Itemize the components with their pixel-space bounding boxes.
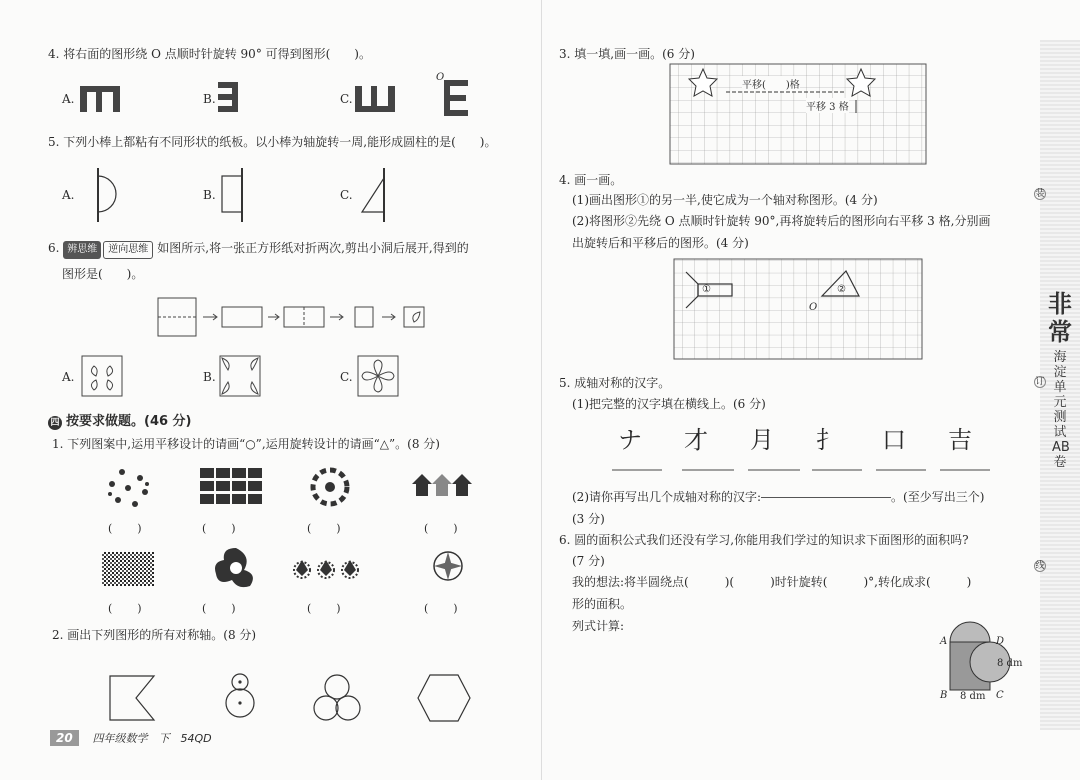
r-q5-half-5: 口: [882, 426, 906, 454]
r-q6-dim-bottom: 8 dm: [960, 691, 986, 702]
q4-option-a[interactable]: A.: [62, 92, 75, 106]
r-q6-label-a: A: [940, 636, 948, 647]
page-divider: [541, 0, 542, 780]
r-q6-figure: [0, 0, 1, 1]
s1-answer-3[interactable]: ( ): [307, 522, 342, 535]
r-q4-text: 4. 画一画。: [559, 173, 623, 187]
r-q5-half-6: 吉: [948, 426, 972, 454]
s1-answer-2[interactable]: ( ): [202, 522, 237, 535]
section-4-title: 四 按要求做题。(46 分): [48, 410, 192, 430]
r-q3-text: 3. 填一填,画一画。(6 分): [559, 47, 695, 61]
q5-option-a[interactable]: A.: [62, 188, 75, 202]
q4-option-c[interactable]: C.: [340, 92, 353, 106]
spine-brand: 非常: [1048, 290, 1072, 346]
r-q5-half-2: 才: [684, 426, 708, 454]
q4-option-b[interactable]: B.: [203, 92, 216, 106]
q6-option-a[interactable]: A.: [62, 370, 75, 384]
r-q4-sub2: (2)将图形②先绕 O 点顺时针旋转 90°,再将旋转后的图形向右平移 3 格,分别画: [572, 214, 991, 228]
q5-text: 5. 下列小棒上都粘有不同形状的纸板。以小棒为轴旋转一周,能形成圆柱的是( )。: [48, 135, 497, 149]
q6-badge-1: 辨思维: [63, 241, 101, 259]
spine-mark-1: 装: [1035, 189, 1045, 199]
r-q6-idea[interactable]: 我的想法:将半圆绕点( )( )时针旋转( )°,转化成求( ): [572, 575, 972, 589]
r-q5-text: 5. 成轴对称的汉字。: [559, 376, 671, 390]
s1-answer-1[interactable]: ( ): [108, 522, 143, 535]
r-q6-label-c: C: [996, 690, 1004, 701]
q5-option-c[interactable]: C.: [340, 188, 353, 202]
r-q6-label-b: B: [940, 690, 948, 701]
footer: [50, 730, 212, 746]
r-q3-label2: 平移 3 格: [806, 98, 849, 113]
q6-text-line2: 图形是( )。: [62, 267, 144, 281]
footer-text: 四年级数学 下 54QD: [92, 732, 212, 745]
r-q5-half-1: ナ: [618, 426, 642, 454]
r-q4-fig2-label: ②: [837, 284, 846, 295]
r-q4-fig1-label: ①: [702, 284, 711, 295]
q6-text-line1: 6. 辨思维 逆向思维 如图所示,将一张正方形纸对折两次,剪出小洞后展开,得到的: [48, 240, 469, 259]
s1-text: 1. 下列图案中,运用平移设计的请画“○”,运用旋转设计的请画“△”。(8 分): [52, 437, 440, 451]
s1-answer-5[interactable]: ( ): [108, 602, 143, 615]
spine-title: 海淀单元测试AB卷: [1052, 350, 1070, 470]
q6-option-b[interactable]: B.: [203, 370, 216, 384]
s1-answer-7[interactable]: ( ): [307, 602, 342, 615]
r-q6-idea2: 形的面积。: [572, 597, 633, 611]
s2-text: 2. 画出下列图形的所有对称轴。(8 分): [52, 628, 257, 642]
r-q5-sub1: (1)把完整的汉字填在横线上。(6 分): [572, 397, 766, 411]
r-q4-sub2b: 出旋转后和平移后的图形。(4 分): [572, 236, 749, 250]
r-q3-label1: 平移( )格: [742, 76, 800, 91]
s1-answer-6[interactable]: ( ): [202, 602, 237, 615]
r-q6-dim-right: 8 dm: [997, 658, 1023, 669]
q4-text: 4. 将右面的图形绕 O 点顺时针旋转 90° 可得到图形( )。: [48, 47, 371, 61]
r-q6-label-d: D: [996, 636, 1005, 647]
q6-badge-2: 逆向思维: [103, 241, 153, 259]
q5-option-b[interactable]: B.: [203, 188, 216, 202]
s1-answer-8[interactable]: ( ): [424, 602, 459, 615]
r-q5-sub2: (2)请你再写出几个成轴对称的汉字: 。(至少写出三个): [572, 490, 985, 504]
r-q5-sub2-score: (3 分): [572, 512, 605, 526]
spine-mark-2: 订: [1035, 377, 1045, 387]
spine-mark-3: 线: [1035, 561, 1045, 571]
r-q6-calc: 列式计算:: [572, 619, 625, 633]
r-q6-text: 6. 圆的面积公式我们还没有学习,你能用我们学过的知识求下面图形的面积吗?: [559, 533, 969, 547]
r-q5-half-3: 月: [750, 426, 774, 454]
r-q5-half-4: 扌: [816, 426, 840, 454]
r-q6-score: (7 分): [572, 554, 605, 568]
r-q4-sub1: (1)画出图形①的另一半,使它成为一个轴对称图形。(4 分): [572, 193, 878, 207]
s1-answer-4[interactable]: ( ): [424, 522, 459, 535]
page-number: 20: [50, 730, 79, 746]
q4-o-label: O: [436, 72, 445, 83]
r-q4-o-label: O: [809, 302, 818, 313]
q6-option-c[interactable]: C.: [340, 370, 353, 384]
